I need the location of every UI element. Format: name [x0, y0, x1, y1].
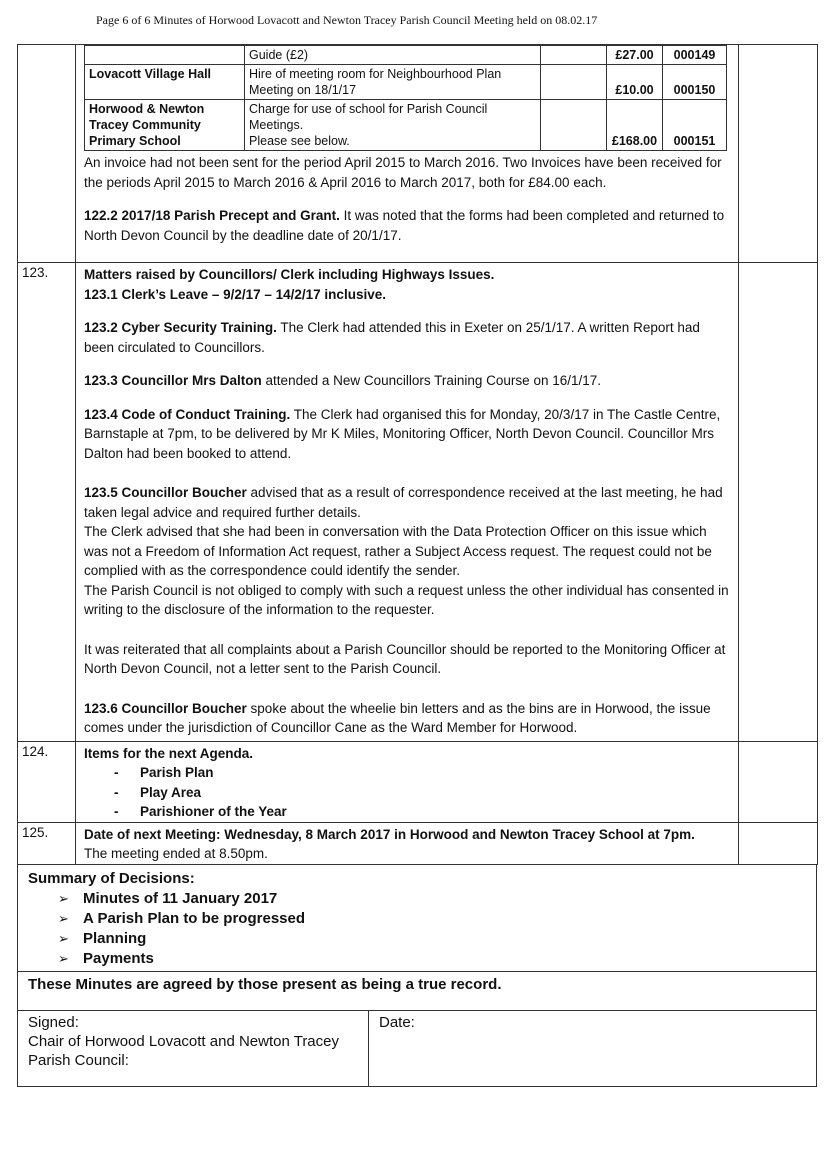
payee-cell: Horwood & Newton Tracey Community Primary School — [85, 100, 245, 151]
payment-description: Guide (£2) — [245, 46, 541, 65]
conduct-heading: 123.4 Code of Conduct Training. — [84, 406, 291, 422]
list-item: - Parish Plan — [114, 763, 730, 783]
reiterated-paragraph: It was reiterated that all complaints about a Parish Councillor should be reported to the Monitoring Officer at North Devon Council, not a letter sent to the Parish Council. — [84, 641, 726, 676]
summary-title: Summary of Decisions: — [28, 869, 195, 887]
section-124-title: Items for the next Agenda. — [84, 745, 254, 761]
conduct-paragraph — [84, 405, 730, 464]
payment-empty-cell — [541, 65, 607, 100]
payment-reference: 000151 — [663, 100, 727, 151]
precept-text: It was noted that the forms had been completed and returned to North Devon Council by the deadline date of 20/1/17. — [84, 208, 725, 243]
payee-cell: Lovacott Village Hall — [85, 65, 245, 100]
obliged-paragraph: The Parish Council is not obliged to comply with such a request unless the other individual has consented in writing to the disclosure of the information to the requester. — [84, 582, 729, 617]
margin-cell — [739, 822, 818, 864]
margin-cell — [739, 45, 818, 263]
clerk-leave: 123.1 Clerk’s Leave – 9/2/17 – 14/2/17 inclusive. — [84, 286, 386, 302]
section-124-body — [76, 741, 739, 822]
invoice-note: An invoice had not been sent for the period April 2015 to March 2016. Two Invoices have been received for the periods April 2015 to March 2016 & April 2016 to March 2017, both for £84.00 each. — [84, 155, 722, 190]
payment-amount: £10.00 — [607, 65, 663, 100]
cyber-heading: 123.2 Cyber Security Training. — [84, 320, 277, 335]
item-number: 124. — [18, 741, 76, 822]
list-item: ➢ Payments — [58, 949, 806, 969]
payments-table — [84, 45, 727, 151]
payment-amount: £168.00 — [607, 100, 663, 151]
boucher-heading: 123.5 Councillor Boucher — [84, 485, 247, 500]
list-item: ➢ Minutes of 11 January 2017 — [58, 889, 806, 909]
margin-cell — [739, 263, 818, 742]
conduct-text: The Clerk had organised this for Monday, 20/3/17 in The Castle Centre, Barnstaple at 7pm, to be delivered by Mr K Miles, Monitoring Officer, North Devon Council. Councillor Mrs Dalton had been booked to attend. — [84, 406, 721, 461]
section-123-body — [76, 263, 739, 742]
payment-row — [85, 100, 727, 151]
wheelie-paragraph — [84, 699, 730, 738]
item-number: 123. — [18, 263, 76, 742]
signed-cell — [18, 1011, 369, 1086]
clerk-advised-paragraph: The Clerk advised that she had been in conversation with the Data Protection Officer on this issue which was not a Freedom of Information Act request, rather a Subject Access request. The request could not be complied with as the correspondence could identify the sender. — [84, 524, 712, 578]
item-number: 125. — [18, 822, 76, 864]
payee-cell — [85, 46, 245, 65]
date-label: Date: — [379, 1013, 415, 1031]
next-meeting-heading: Date of next Meeting: Wednesday, 8 March 2017 in Horwood and Newton Tracey School at 7pm. — [84, 826, 695, 842]
section-125-body — [76, 822, 739, 864]
payment-description: Charge for use of school for Parish Council Meetings. Please see below. — [245, 100, 541, 151]
list-item: - Play Area — [114, 783, 730, 803]
section-123-title: Matters raised by Councillors/ Clerk including Highways Issues. — [84, 267, 495, 282]
agenda-items-list — [84, 763, 730, 822]
cyber-paragraph — [84, 318, 730, 357]
payment-row — [85, 65, 727, 100]
payment-reference: 000150 — [663, 65, 727, 100]
section-125-row — [18, 822, 818, 864]
date-cell — [369, 1011, 425, 1086]
agreed-statement: These Minutes are agreed by those present as being a true record. — [17, 972, 817, 1011]
list-item: ➢ Planning — [58, 929, 806, 949]
page-header: Page 6 of 6 Minutes of Horwood Lovacott and Newton Tracey Parish Council Meeting held on 08.02.17 — [96, 13, 598, 27]
wheelie-text: spoke about the wheelie bin letters and as the bins are in Horwood, the issue comes under the jurisdiction of Councillor Cane as the Ward Member for Horwood. — [84, 700, 711, 735]
payment-description: Hire of meeting room for Neighbourhood Plan Meeting on 18/1/17 — [245, 65, 541, 100]
cyber-text: The Clerk had attended this in Exeter on 25/1/17. A written Report had been circulated to Councillors. — [84, 320, 700, 355]
section-123-row — [18, 263, 818, 742]
payment-row — [85, 46, 727, 65]
payment-empty-cell — [541, 46, 607, 65]
precept-paragraph — [84, 206, 730, 245]
item-number-cell — [18, 45, 76, 263]
chair-label: Chair of Horwood Lovacott and Newton Tracey Parish Council: — [28, 1032, 339, 1069]
meeting-ended: The meeting ended at 8.50pm. — [84, 846, 268, 861]
dalton-heading: 123.3 Councillor Mrs Dalton — [84, 373, 262, 388]
payment-amount: £27.00 — [607, 46, 663, 65]
list-item: - Parishioner of the Year — [114, 802, 730, 822]
signed-label: Signed: — [28, 1013, 79, 1031]
minutes-table — [17, 44, 818, 865]
dalton-text: attended a New Councillors Training Course on 16/1/17. — [261, 373, 601, 388]
decisions-list — [28, 889, 806, 969]
payment-empty-cell — [541, 100, 607, 151]
summary-of-decisions — [17, 865, 817, 972]
wheelie-heading: 123.6 Councillor Boucher — [84, 700, 247, 716]
boucher-paragraph — [84, 483, 730, 522]
precept-heading: 122.2 2017/18 Parish Precept and Grant. — [84, 208, 340, 223]
signature-block — [17, 1011, 817, 1087]
boucher-text: advised that as a result of correspondence received at the last meeting, he had taken legal advice and required further details. — [84, 485, 723, 520]
section-124-row — [18, 741, 818, 822]
section-122-row — [18, 45, 818, 263]
section-122-body — [76, 45, 739, 263]
list-item: ➢ A Parish Plan to be progressed — [58, 909, 806, 929]
payment-reference: 000149 — [663, 46, 727, 65]
margin-cell — [739, 741, 818, 822]
dalton-paragraph — [84, 371, 730, 391]
minutes-page — [17, 44, 817, 1087]
